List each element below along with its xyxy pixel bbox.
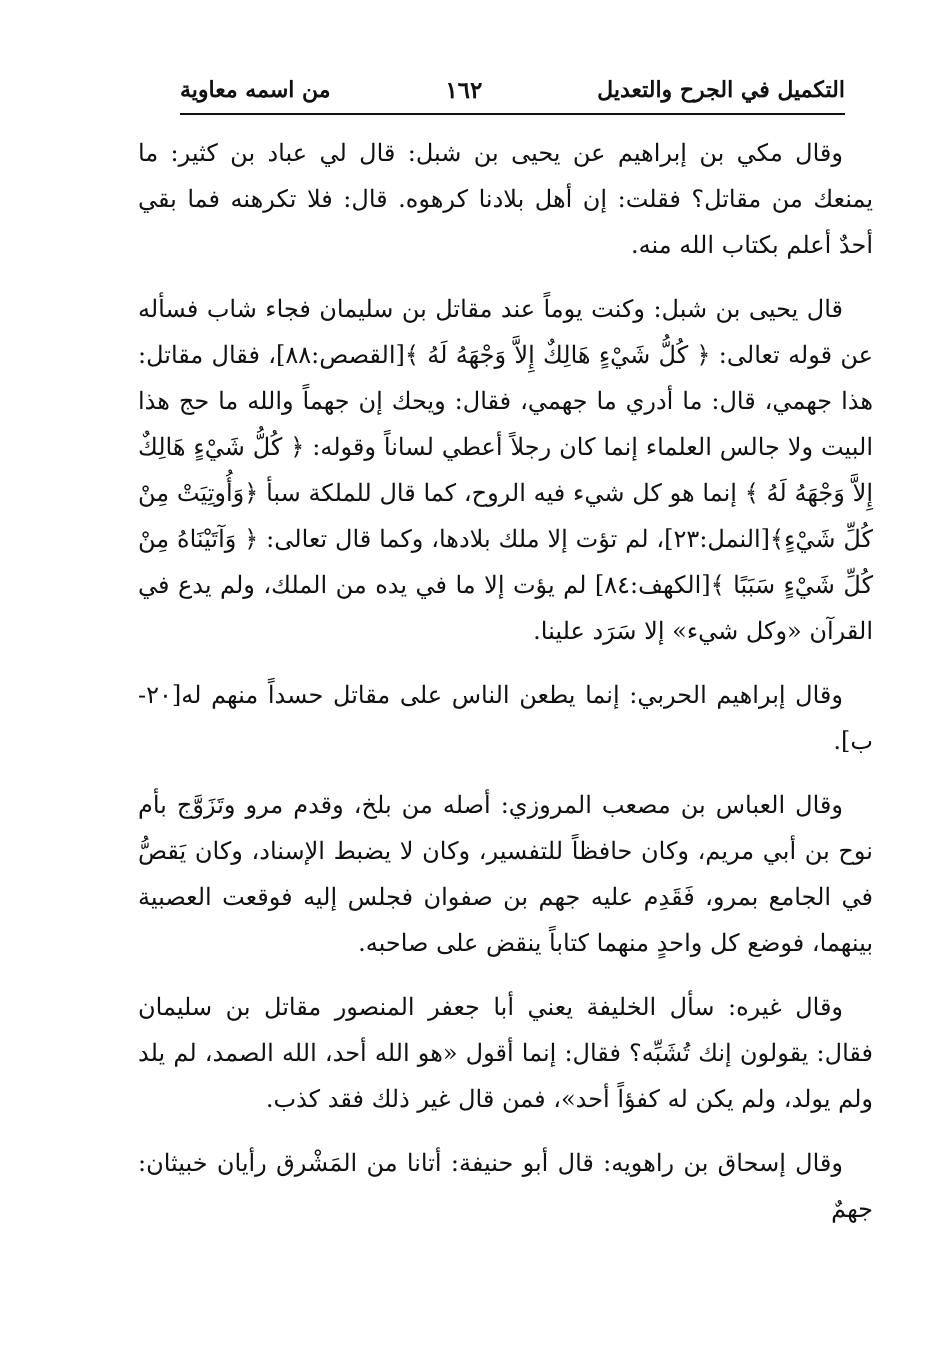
- book-title: التكميل في الجرح والتعديل: [597, 77, 845, 103]
- running-header: [180, 70, 845, 110]
- section-name: من اسمه معاوية: [180, 77, 331, 103]
- paragraph: وقال إبراهيم الحربي: إنما يطعن الناس على مقاتل حسداً منهم له[٢٠-ب].: [138, 681, 873, 755]
- body-text: [138, 130, 873, 1250]
- page-number: ١٦٢: [445, 76, 483, 104]
- paragraph: وقال غيره: سأل الخليفة يعني أبا جعفر المنصور مقاتل بن سليمان فقال: يقولون إنك تُشَبِّه؟ فقال: إنما أقول «هو الله أحد، الله الصمد، لم يلد ولم يولد، ولم يكن له كفؤاً أحد»، فمن قال غير ذلك فقد كذب.: [138, 993, 874, 1113]
- paragraph: وقال مكي بن إبراهيم عن يحيى بن شبل: قال لي عباد بن كثير: ما يمنعك من مقاتل؟ فقلت: إن أهل بلادنا كرهوه. قال: فلا تكرهنه فما بقي أحدٌ أعلم بكتاب الله منه.: [138, 139, 873, 259]
- header-rule: [180, 113, 845, 115]
- paragraph: قال يحيى بن شبل: وكنت يوماً عند مقاتل بن سليمان فجاء شاب فسأله عن قوله تعالى: ﴿ كُلُّ شَيْءٍ هَالِكٌ إِلاَّ وَجْهَهُ لَهُ ﴾[القصص:٨٨]، فقال مقاتل: هذا جهمي، قال: ما أدري ما جهمي، فقال: ويحك إن جهماً والله ما حج هذا البيت ولا جالس العلماء إنما كان رجلاً أعطي لساناً وقوله: ﴿ كُلُّ شَيْءٍ هَالِكٌ إِلاَّ وَجْهَهُ لَهُ ﴾ إنما هو كل شيء فيه الروح، كما قال للملكة سبأ ﴿وَأُوتِيَتْ مِنْ كُلِّ شَيْءٍ﴾[النمل:٢٣]، لم تؤت إلا ملك بلادها، وكما قال تعالى: ﴿ وَآتَيْنَاهُ مِنْ كُلِّ شَيْءٍ سَبَبًا ﴾[الكهف:٨٤] لم يؤت إلا ما في يده من الملك، ولم يدع في القرآن «وكل شيء» إلا سَرَد علينا.: [138, 295, 873, 645]
- paragraph: وقال إسحاق بن راهويه: قال أبو حنيفة: أتانا من المَشْرق رأيان خبيثان: جهمٌ: [138, 1149, 873, 1223]
- paragraph: وقال العباس بن مصعب المروزي: أصله من بلخ، وقدم مرو وتَزَوَّج بأم نوح بن أبي مريم، وكان حافظاً للتفسير، وكان لا يضبط الإسناد، وكان يَقصُّ في الجامع بمرو، فَقَدِم عليه جهم بن صفوان فجلس إليه فوقعت العصبية بينهما، فوضع كل واحدٍ منهما كتاباً ينقض على صاحبه.: [138, 791, 873, 957]
